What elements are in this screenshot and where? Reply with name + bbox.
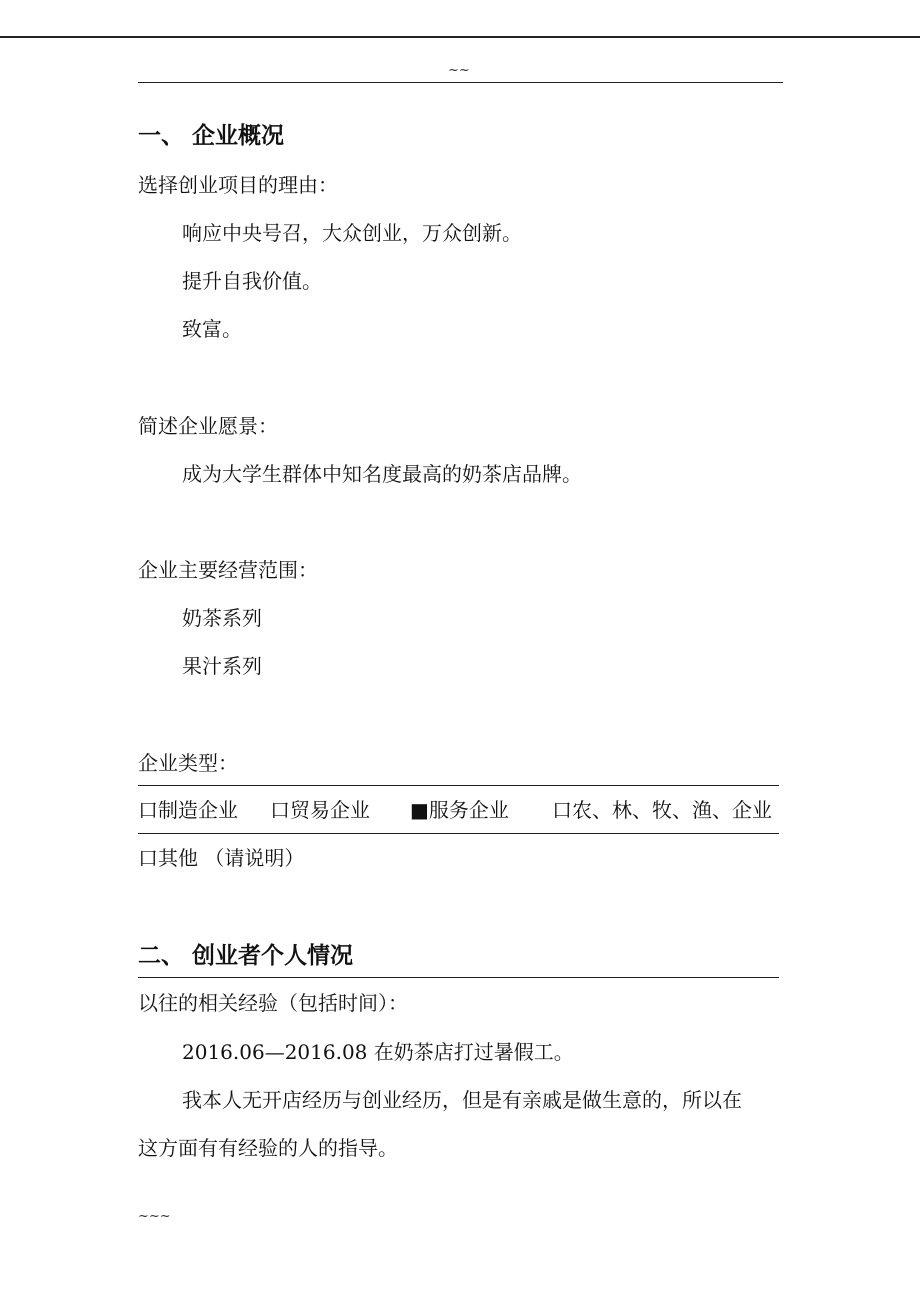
- type-table-rule: [138, 785, 779, 786]
- experience-item-continued: 这方面有有经验的人的指导。: [138, 1136, 398, 1160]
- page-footer-mark: ~~~: [138, 1209, 171, 1224]
- section-2-rule: [138, 977, 779, 978]
- experience-label: 以往的相关经验（包括时间）：: [138, 991, 408, 1015]
- section-1-title: 一、 企业概况: [138, 122, 285, 149]
- scope-label: 企业主要经营范围：: [138, 558, 318, 582]
- experience-item: 2016.06—2016.08 在奶茶店打过暑假工。: [182, 1040, 574, 1064]
- top-border-rule: [0, 36, 920, 38]
- type-option-trade: 口贸易企业: [270, 798, 370, 822]
- reason-item: 提升自我价值。: [182, 269, 322, 293]
- type-label: 企业类型：: [138, 751, 238, 775]
- experience-item: 我本人无开店经历与创业经历，但是有亲戚是做生意的，所以在: [182, 1088, 742, 1112]
- reasons-label: 选择创业项目的理由：: [138, 173, 338, 197]
- type-option-other: 口其他 （请说明）: [138, 846, 305, 870]
- type-option-service: ■服务企业: [410, 798, 509, 822]
- type-table-rule: [138, 833, 779, 834]
- vision-text: 成为大学生群体中知名度最高的奶茶店品牌。: [182, 462, 582, 486]
- scope-item: 奶茶系列: [182, 606, 262, 630]
- header-rule: [138, 82, 783, 83]
- reason-item: 响应中央号召，大众创业，万众创新。: [182, 221, 522, 245]
- section-2-title: 二、 创业者个人情况: [138, 942, 354, 969]
- scope-item: 果汁系列: [182, 654, 262, 678]
- vision-label: 简述企业愿景：: [138, 414, 278, 438]
- type-option-agriculture: 口农、林、牧、渔、企业: [552, 798, 772, 822]
- type-option-manufacturing: 口制造企业: [138, 798, 238, 822]
- page-header-mark: ~~: [448, 63, 470, 78]
- reason-item: 致富。: [182, 317, 242, 341]
